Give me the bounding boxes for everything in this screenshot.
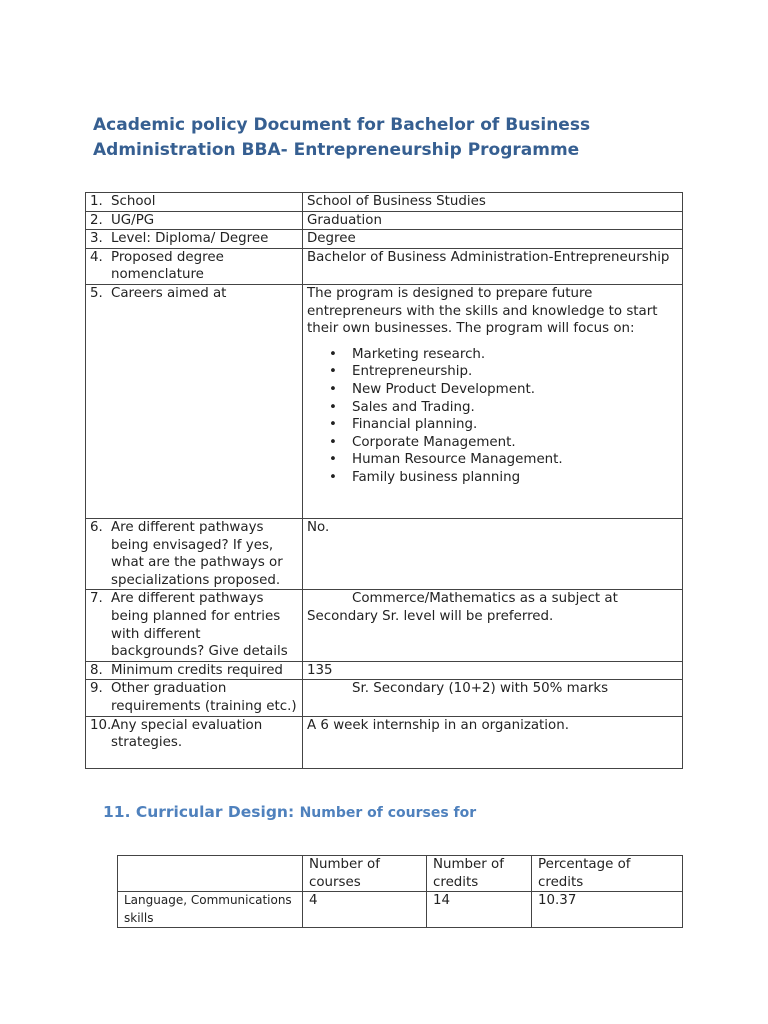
list-item: • Corporate Management. <box>352 434 678 452</box>
section-subheading: Number of courses for <box>299 805 477 821</box>
column-header: Number of credits <box>427 856 532 892</box>
list-item: • Sales and Trading. <box>352 399 678 417</box>
row-number: 6. <box>90 519 103 535</box>
row-value: School of Business Studies <box>303 193 683 212</box>
list-item: • Family business planning <box>352 469 678 487</box>
row-number: 2. <box>90 212 103 228</box>
row-number: 4. <box>90 249 103 265</box>
row-label: Other graduation requirements (training etc.) <box>111 681 297 714</box>
row-number: 8. <box>90 662 103 678</box>
curricular-design-heading <box>103 803 476 821</box>
category-cell: Language, Communications skills <box>118 892 303 928</box>
column-header: Number of courses <box>303 856 427 892</box>
row-number: 1. <box>90 194 103 209</box>
table-header-row <box>118 856 683 892</box>
row-value: Bachelor of Business Administration-Entrepreneurship <box>303 248 683 284</box>
row-label: Any special evaluation strategies. <box>111 717 263 751</box>
curricular-table <box>117 855 683 928</box>
table-row <box>86 193 683 212</box>
table-row <box>86 230 683 249</box>
row-value: Commerce/Mathematics as a subject at Secondary Sr. level will be preferred. <box>307 591 618 624</box>
row-number: 7. <box>90 591 103 607</box>
row-value: Sr. Secondary (10+2) with 50% marks <box>352 681 609 697</box>
list-item: • New Product Development. <box>352 381 678 399</box>
row-label: Minimum credits required <box>111 662 283 678</box>
table-row <box>86 590 683 661</box>
row-value: The program is designed to prepare future entrepreneurs with the skills and knowledge to start their own businesses. The program will focus on: <box>307 285 658 337</box>
row-label: Proposed degree nomenclature <box>111 249 224 283</box>
row-label: Are different pathways being envisaged? If yes, what are the pathways or specializations proposed. <box>111 519 283 588</box>
table-row <box>86 211 683 230</box>
column-header <box>118 856 303 892</box>
percentage-cell: 10.37 <box>532 892 683 928</box>
column-header: Percentage of credits <box>532 856 683 892</box>
list-item: • Marketing research. <box>352 346 678 364</box>
row-value: A 6 week internship in an organization. <box>303 716 683 768</box>
row-label: UG/PG <box>111 212 155 228</box>
courses-cell: 4 <box>303 892 427 928</box>
table-row <box>118 892 683 928</box>
row-label: Level: Diploma/ Degree <box>111 231 269 247</box>
list-item: • Human Resource Management. <box>352 451 678 469</box>
row-value: 135 <box>303 661 683 680</box>
row-number: 3. <box>90 231 103 247</box>
row-label: Are different pathways being planned for entries with different backgrounds? Give details <box>111 591 288 660</box>
row-value: Graduation <box>303 211 683 230</box>
row-number: 10. <box>90 717 112 733</box>
section-heading: 11. Curricular Design: <box>103 803 295 821</box>
document-title: Academic policy Document for Bachelor of Business Administration BBA- Entrepreneurship Programme <box>93 115 591 160</box>
list-item: • Financial planning. <box>352 416 678 434</box>
table-row <box>86 284 683 518</box>
table-row <box>86 518 683 589</box>
table-row <box>86 248 683 284</box>
row-value: Degree <box>303 230 683 249</box>
list-item: • Entrepreneurship. <box>352 363 678 381</box>
row-label: Careers aimed at <box>111 285 227 301</box>
table-row <box>86 661 683 680</box>
policy-table <box>85 192 683 769</box>
careers-list <box>307 346 678 487</box>
row-number: 9. <box>90 681 103 697</box>
row-number: 5. <box>90 285 103 301</box>
table-row <box>86 716 683 768</box>
table-row <box>86 680 683 716</box>
credits-cell: 14 <box>427 892 532 928</box>
row-value: No. <box>303 518 683 589</box>
row-label: School <box>111 194 156 209</box>
